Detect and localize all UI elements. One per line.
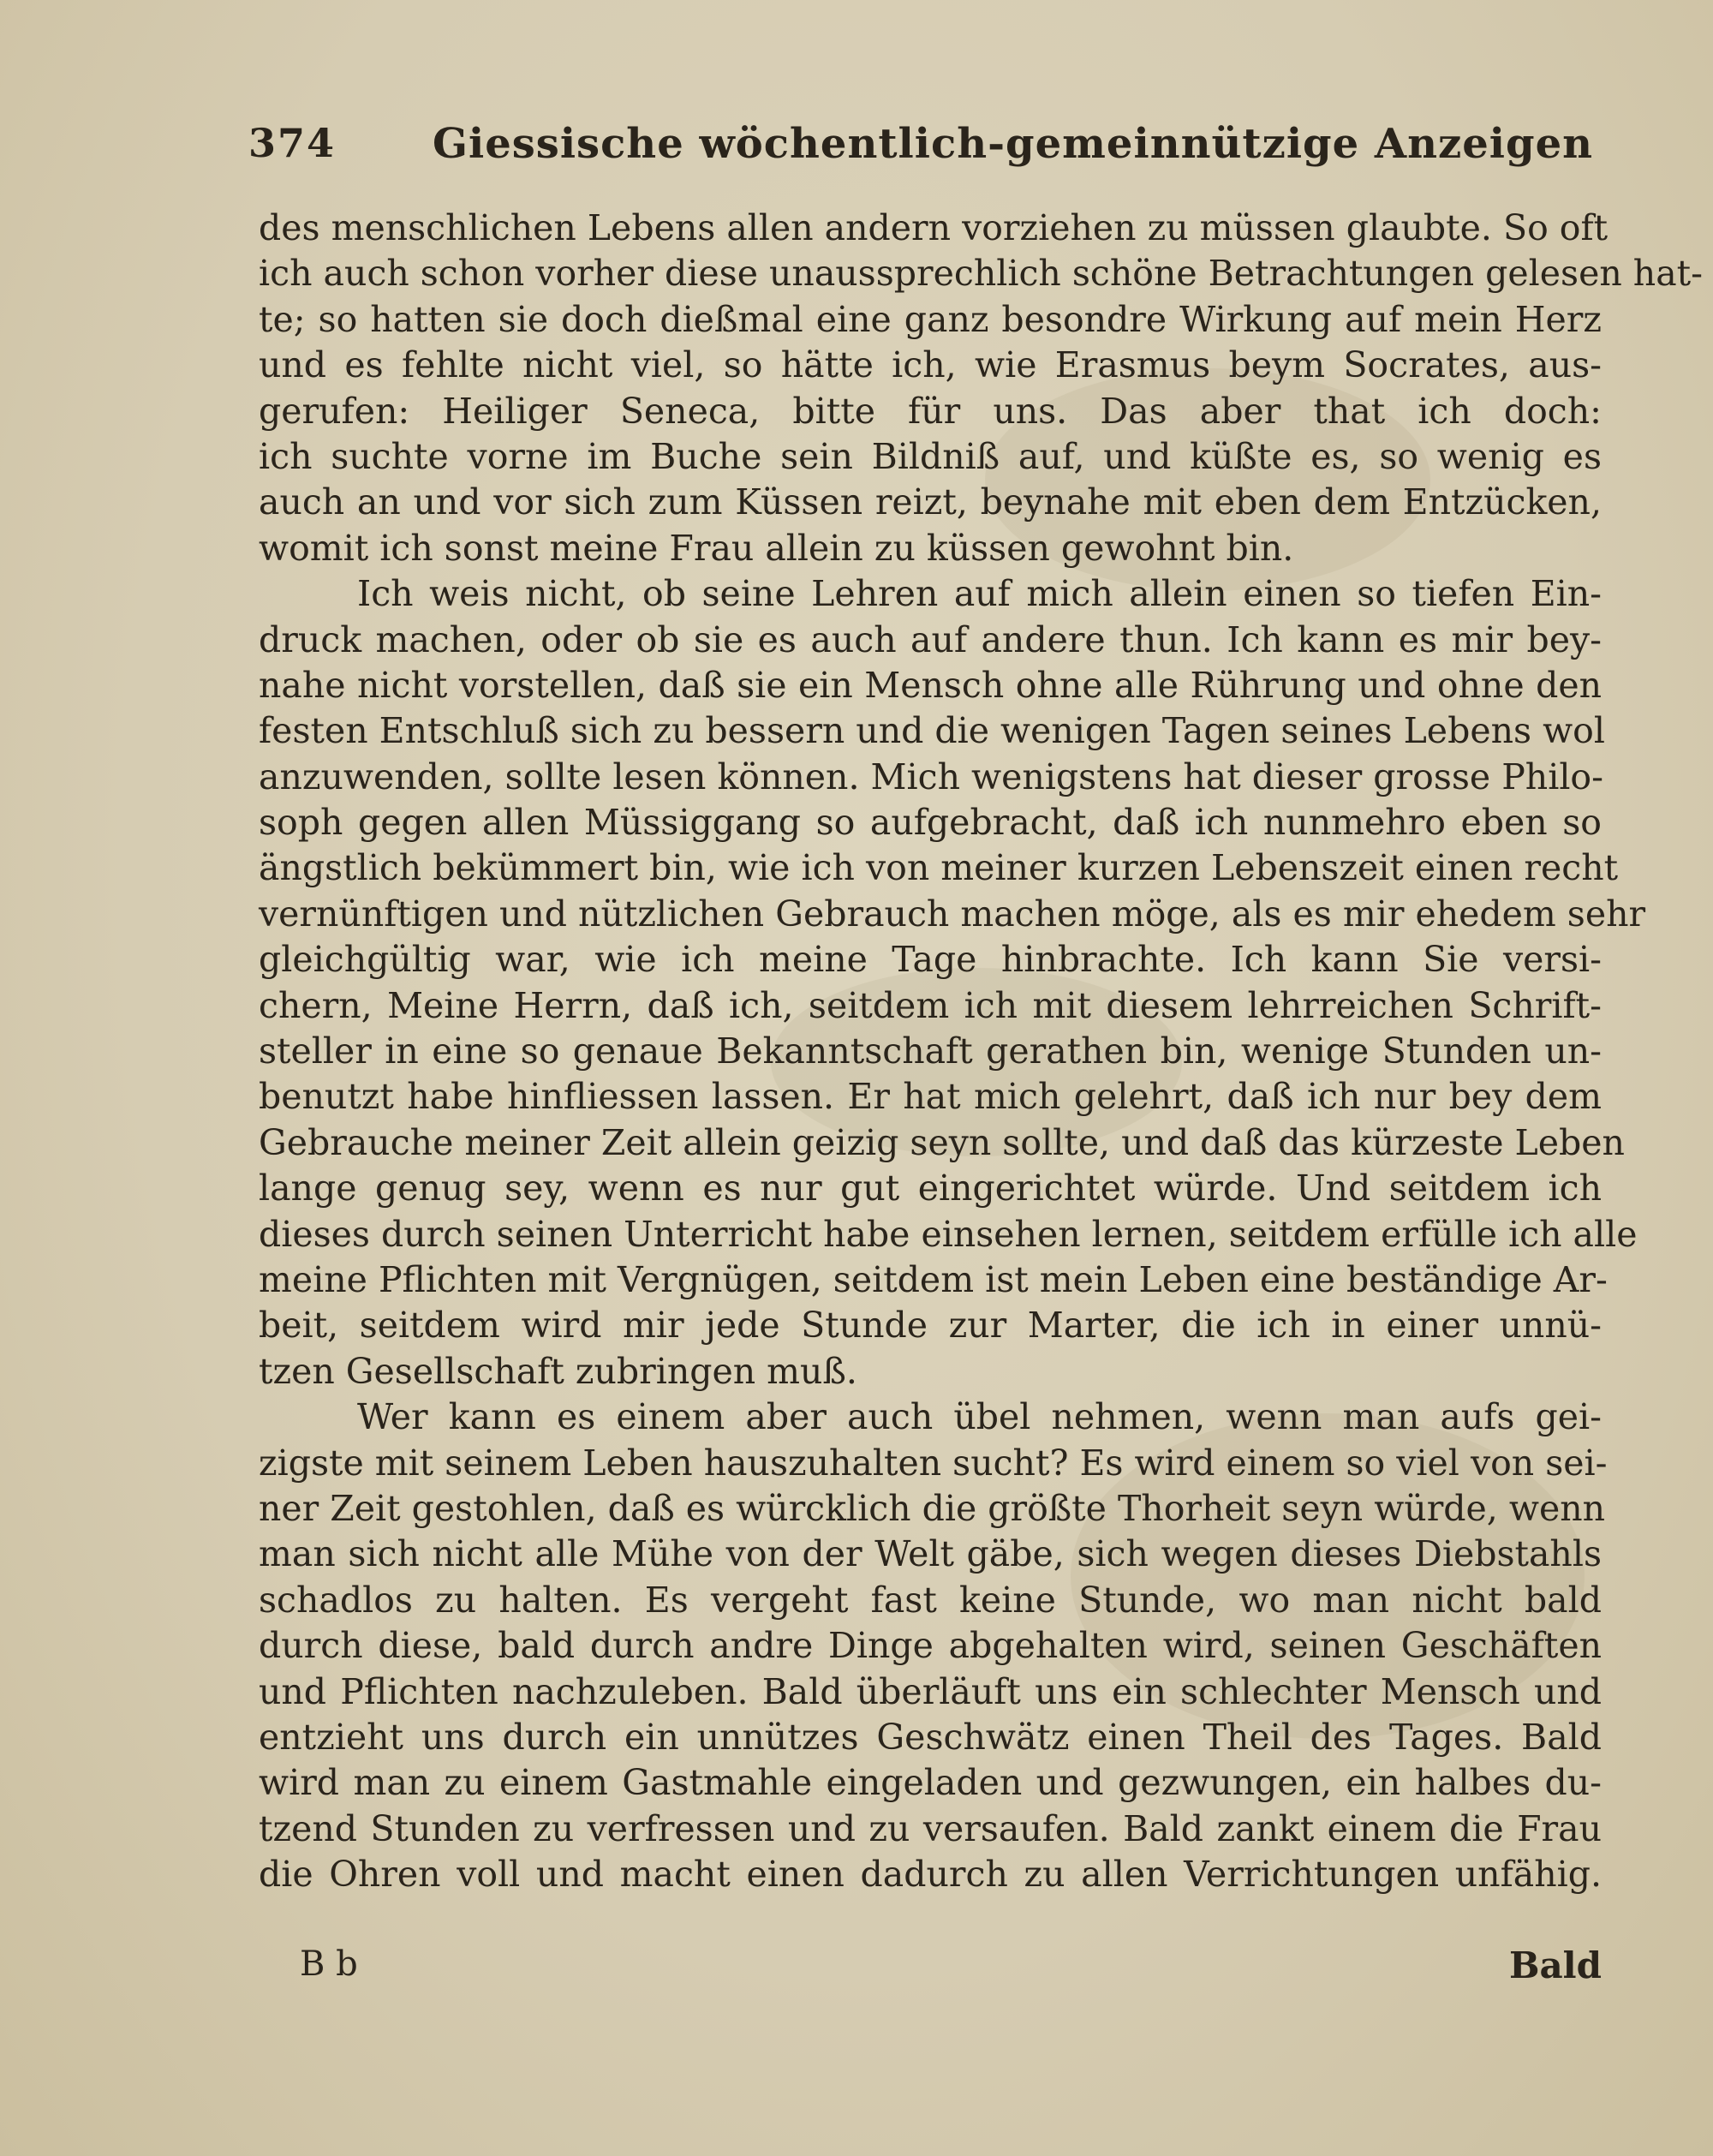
text-line: Ich weis nicht, ob seine Lehren auf mich allein einen so tiefen Ein- [357,573,1602,615]
text-line: beit, seitdem wird mir jede Stunde zur Marter, die ich in einer unnü- [259,1305,1602,1347]
text-line: auch an und vor sich zum Küssen reizt, beynahe mit eben dem Entzücken, [259,481,1602,523]
text-line: gerufen: Heiliger Seneca, bitte für uns. Das aber that ich doch: [259,390,1602,432]
body-text [259,206,1703,1897]
paragraph-2 [259,571,1646,1395]
text-line: entzieht uns durch ein unnützes Geschwätz einen Theil des Tages. Bald [259,1716,1602,1758]
text-line: zigste mit seinem Leben hauszuhalten sucht? Es wird einem so viel von sei- [259,1442,1608,1484]
text-line: tzen Gesellschaft zubringen muß. [259,1350,857,1392]
text-line: meine Pflichten mit Vergnügen, seitdem ist mein Leben eine beständige Ar- [259,1258,1608,1300]
text-line: ner Zeit gestohlen, daß es würcklich die größte Thorheit seyn würde, wenn [259,1487,1606,1529]
text-line: gleichgültig war, wie ich meine Tage hinbrachte. Ich kann Sie versi- [259,939,1602,981]
text-line: chern, Meine Herrn, daß ich, seitdem ich mit diesem lehrreichen Schrift- [259,984,1602,1026]
page-footer [300,1944,1602,1996]
text-line: benutzt habe hinfliessen lassen. Er hat mich gelehrt, daß ich nur bey dem [259,1076,1602,1118]
page-header [248,120,1594,180]
text-line: Gebrauche meiner Zeit allein geizig seyn sollte, und daß das kürzeste Leben [259,1121,1625,1163]
signature-mark: B b [300,1944,358,1984]
catchword: Bald [1508,1944,1602,1986]
text-line: und es fehlte nicht viel, so hätte ich, wie Erasmus beym Socrates, aus- [259,344,1602,386]
text-line: schadlos zu halten. Es vergeht fast keine Stunde, wo man nicht bald [259,1579,1602,1621]
text-line: wird man zu einem Gastmahle eingeladen und gezwungen, ein halbes du- [259,1762,1602,1804]
text-line: druck machen, oder ob sie es auch auf andere thun. Ich kann es mir bey- [259,618,1602,660]
text-line: soph gegen allen Müssiggang so aufgebracht, daß ich nunmehro eben so [259,802,1602,844]
text-line: anzuwenden, sollte lesen können. Mich wenigstens hat dieser grosse Philo- [259,755,1603,797]
text-line: man sich nicht alle Mühe von der Welt gäbe, sich wegen dieses Diebstahls [259,1533,1602,1575]
text-line: ängstlich bekümmert bin, wie ich von meiner kurzen Lebenszeit einen recht [259,847,1619,889]
text-line: vernünftigen und nützlichen Gebrauch machen möge, als es mir ehedem sehr [259,893,1646,935]
paragraph-3 [259,1395,1608,1897]
paragraph-1 [259,206,1703,571]
text-line: te; so hatten sie doch dießmal eine ganz besondre Wirkung auf mein Herz [259,298,1602,340]
text-line: dieses durch seinen Unterricht habe einsehen lernen, seitdem erfülle ich alle [259,1213,1638,1255]
text-line: ich auch schon vorher diese unaussprechlich schöne Betrachtungen gelesen hat- [259,253,1703,295]
text-line: durch diese, bald durch andre Dinge abgehalten wird, seinen Geschäften [259,1625,1602,1667]
text-line: festen Entschluß sich zu bessern und die wenigen Tagen seines Lebens wol [259,710,1605,752]
text-line: lange genug sey, wenn es nur gut eingerichtet würde. Und seitdem ich [259,1168,1602,1209]
running-title: Giessische wöchentlich-gemeinnützige Anzeigen [433,120,1594,168]
page-number: 374 [248,120,337,166]
text-line: womit ich sonst meine Frau allein zu küssen gewohnt bin. [259,527,1294,569]
text-line: tzend Stunden zu verfressen und zu versaufen. Bald zankt einem die Frau [259,1807,1602,1849]
text-line: die Ohren voll und macht einen dadurch zu allen Verrichtungen unfähig. [259,1854,1602,1896]
text-line: nahe nicht vorstellen, daß sie ein Mensch ohne alle Rührung und ohne den [259,664,1602,706]
text-line: steller in eine so genaue Bekanntschaft gerathen bin, wenige Stunden un- [259,1030,1602,1072]
text-line: und Pflichten nachzuleben. Bald überläuft uns ein schlechter Mensch und [259,1670,1602,1712]
text-line: ich suchte vorne im Buche sein Bildniß auf, und küßte es, so wenig es [259,435,1602,477]
text-line: des menschlichen Lebens allen andern vorziehen zu müssen glaubte. So oft [259,207,1609,248]
text-line: Wer kann es einem aber auch übel nehmen, wenn man aufs gei- [357,1396,1602,1438]
